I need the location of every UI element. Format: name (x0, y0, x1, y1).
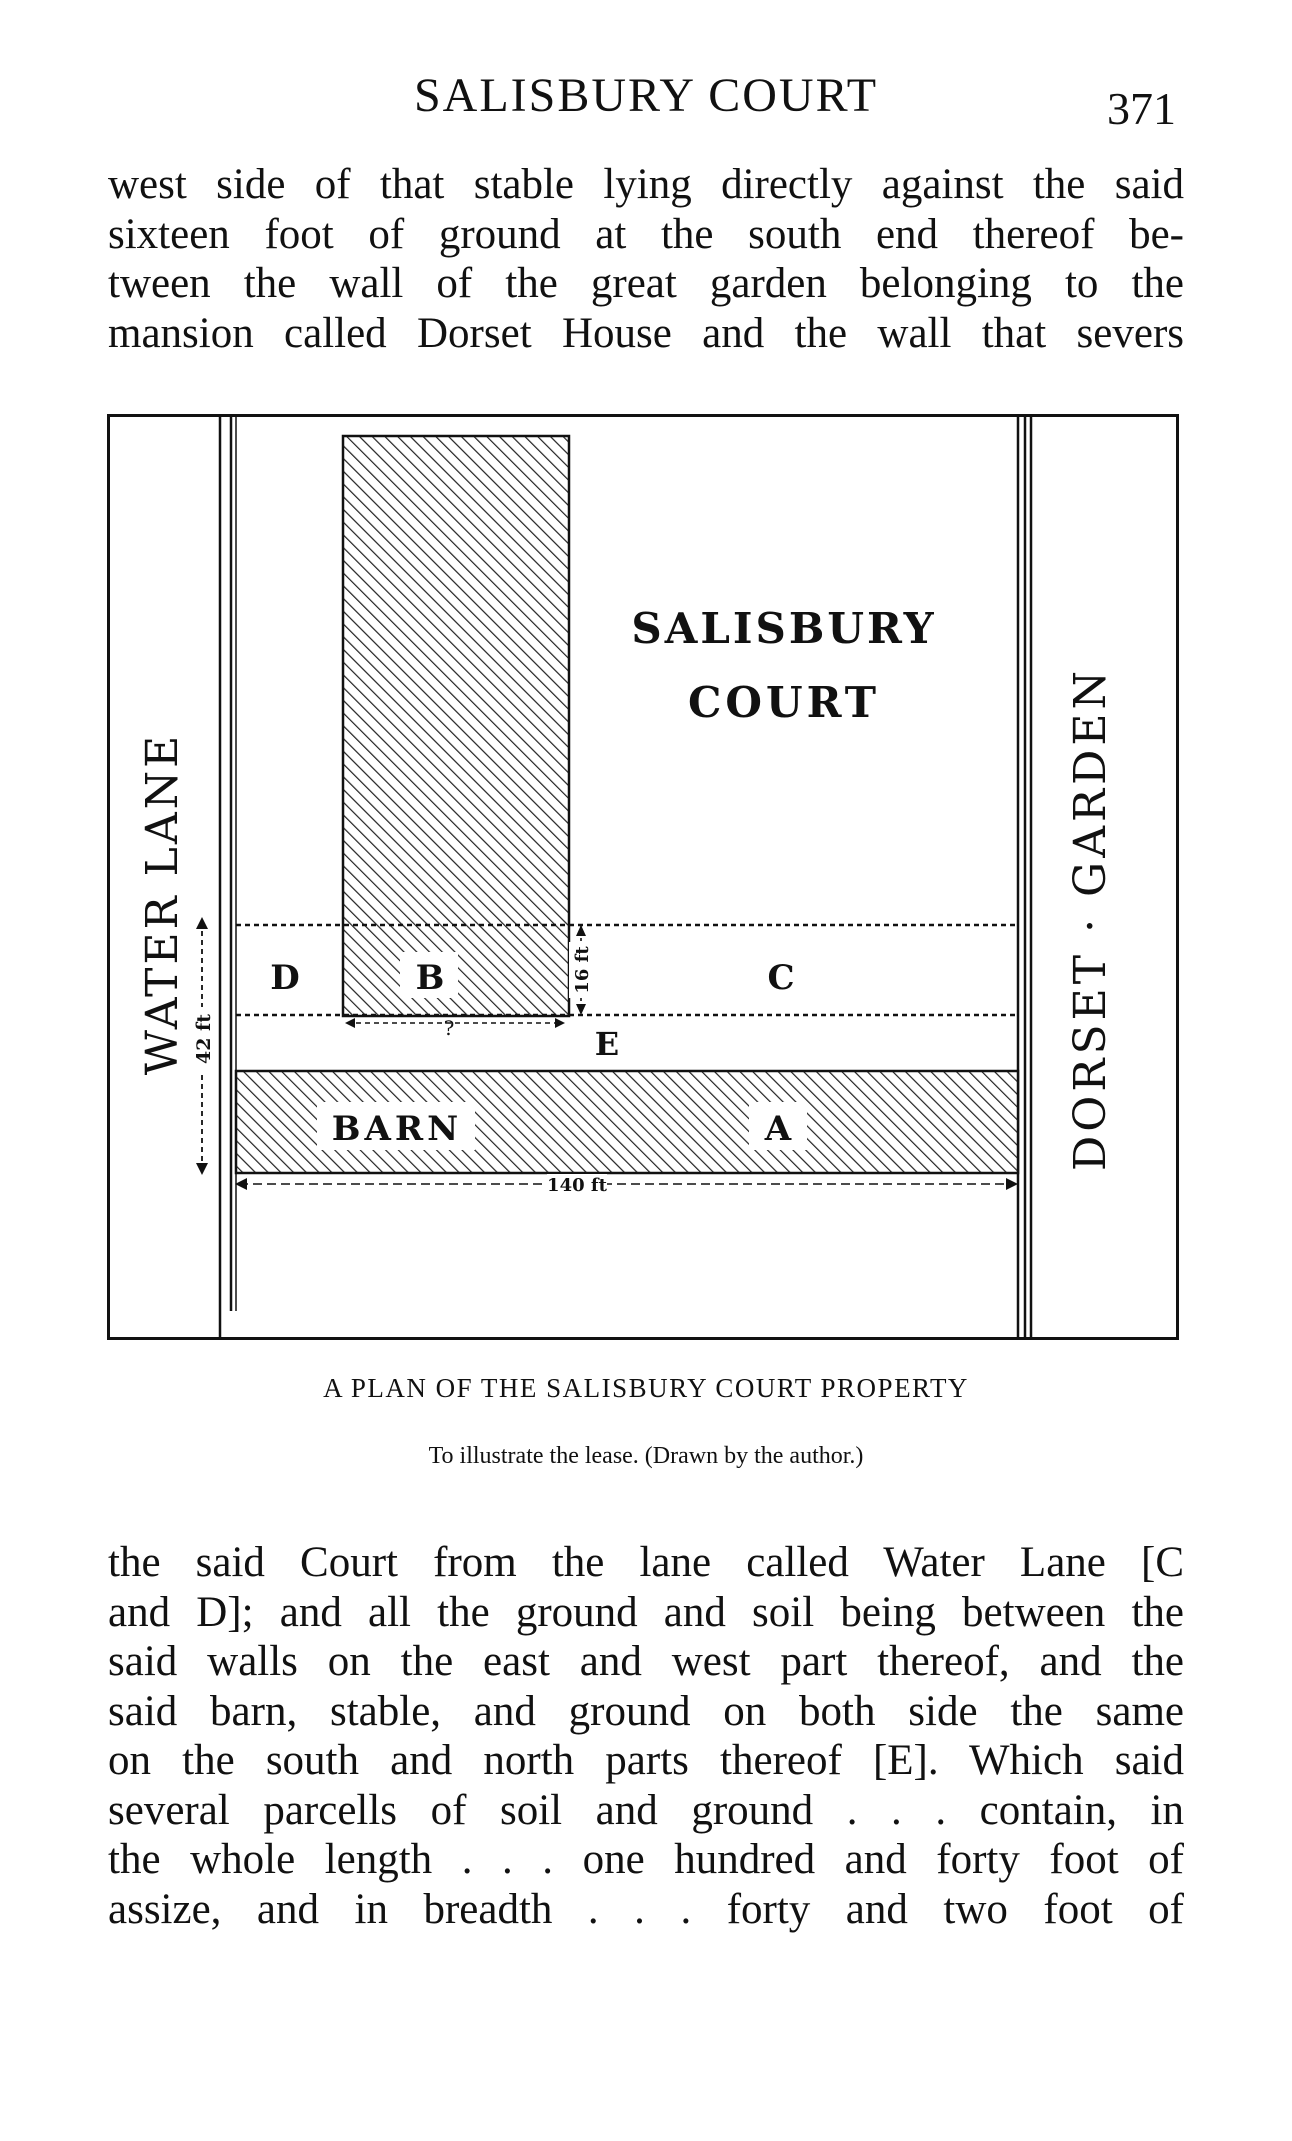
paragraph-top (108, 160, 1184, 358)
area-c-label: C (767, 958, 795, 998)
area-d-label: D (270, 958, 300, 998)
text-line: said barn, stable, and ground on both side the same (108, 1687, 1184, 1735)
salisbury-court-label-line1: SALISBURY (631, 604, 937, 653)
dimension-140ft-label: 140 ft (547, 1175, 607, 1196)
text-line: the said Court from the lane called Water Lane [C (108, 1539, 1184, 1586)
running-title: SALISBURY COURT (413, 69, 879, 122)
text-line: the whole length . . . one hundred and forty foot of (108, 1836, 1184, 1883)
text-line: and D]; and all the ground and soil being between the (108, 1588, 1184, 1636)
text-line: on the south and north parts thereof [E]. Which said (108, 1737, 1184, 1784)
figure-caption-title: A PLAN OF THE SALISBURY COURT PROPERTY (323, 1373, 969, 1403)
water-lane-label: WATER LANE (137, 732, 188, 1076)
area-e-label: E (594, 1025, 620, 1063)
dimension-42ft-label: 42 ft (193, 1013, 215, 1065)
property-plan-figure (107, 414, 1179, 1340)
stable-b-hatched-area (343, 436, 569, 1016)
text-line: said walls on the east and west part thereof, and the (108, 1638, 1184, 1685)
text-line: tween the wall of the great garden belonging to the (108, 260, 1184, 307)
dimension-question-label: ? (443, 1016, 455, 1040)
running-head (0, 68, 1292, 134)
page-number: 371 (1107, 83, 1176, 134)
area-a-label: A (764, 1109, 792, 1149)
figure-caption-subtitle: To illustrate the lease. (Drawn by the author.) (428, 1443, 864, 1469)
barn-label: BARN (331, 1109, 463, 1149)
text-line: several parcells of soil and ground . . . contain, in (108, 1786, 1184, 1834)
paragraph-bottom (108, 1538, 1184, 1934)
text-line: assize, and in breadth . . . forty and two foot of (108, 1885, 1184, 1933)
dorset-garden-label: DORSET · GARDEN (1065, 667, 1116, 1171)
text-line: sixteen foot of ground at the south end thereof be- (108, 210, 1184, 258)
area-b-label: B (415, 958, 445, 998)
text-line: mansion called Dorset House and the wall that severs (108, 309, 1184, 357)
text-line: west side of that stable lying directly against the said (108, 161, 1184, 208)
dimension-16ft-label: 16 ft (572, 946, 593, 994)
salisbury-court-label-line2: COURT (687, 678, 881, 727)
